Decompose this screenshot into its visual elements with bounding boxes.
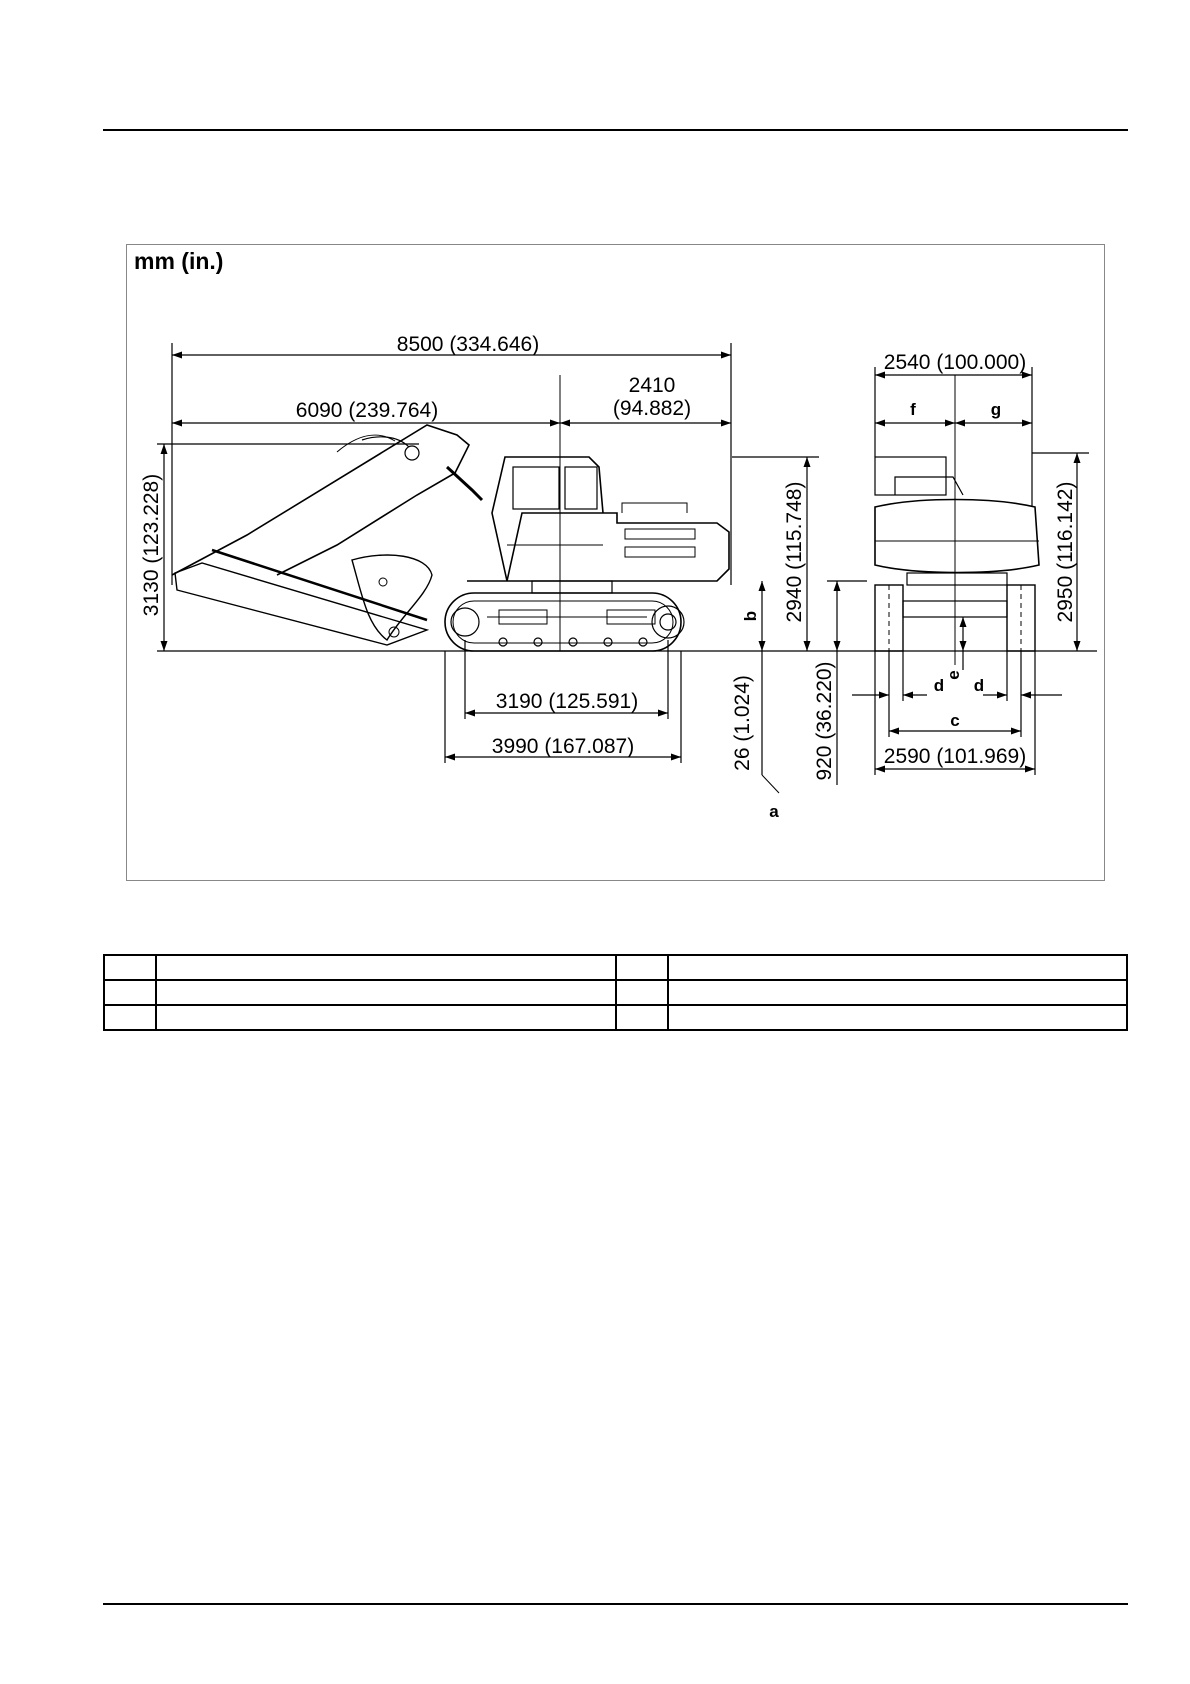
legend-key: [104, 1005, 156, 1030]
legend-key: [104, 955, 156, 980]
excavator-side-view: [172, 425, 729, 651]
unit-label: mm (in.): [134, 248, 224, 274]
legend-key: [616, 1005, 668, 1030]
dim-track-on-ground: 3190 (125.591): [495, 690, 639, 713]
label-f: f: [910, 400, 916, 419]
legend-desc: [668, 1005, 1127, 1030]
dim-track-length: 3990 (167.087): [491, 735, 635, 758]
legend-table: [103, 954, 1128, 1031]
label-e: e: [944, 670, 963, 680]
legend-desc: [156, 980, 616, 1005]
legend-desc: [156, 1005, 616, 1030]
dim-overall-width: 2590 (101.969): [883, 745, 1027, 768]
label-a: a: [769, 802, 779, 821]
dim-front-length: 6090 (239.764): [295, 399, 439, 422]
excavator-rear-view: [875, 457, 1039, 651]
dim-ground-clearance: 26 (1.024): [731, 675, 754, 771]
label-d-right: d: [973, 676, 985, 695]
legend-key: [104, 980, 156, 1005]
legend-key: [616, 980, 668, 1005]
legend-row: [104, 1005, 1127, 1030]
legend-key: [616, 955, 668, 980]
dim-overall-height: 3130 (123.228): [140, 473, 163, 617]
legend-desc: [156, 955, 616, 980]
dim-rear-length-line2: (94.882): [612, 397, 692, 420]
legend-desc: [668, 955, 1127, 980]
track-outline: [445, 593, 681, 651]
footer-rule: [103, 1603, 1128, 1605]
dim-counterweight-clearance: 920 (36.220): [813, 661, 836, 781]
label-c: c: [950, 711, 960, 730]
dimension-figure: [126, 244, 1105, 881]
dim-rear-length-line1: 2410: [628, 374, 676, 397]
legend-row: [104, 955, 1127, 980]
label-d-left: d: [933, 676, 945, 695]
legend-row: [104, 980, 1127, 1005]
dim-upper-width: 2540 (100.000): [883, 351, 1027, 374]
dim-overall-length: 8500 (334.646): [396, 333, 540, 356]
excavator-drawing: [127, 245, 1106, 882]
dim-cab-height: 2940 (115.748): [783, 481, 806, 623]
header-rule: [103, 129, 1128, 131]
legend-desc: [668, 980, 1127, 1005]
dim-rear-overall-height: 2950 (116.142): [1054, 481, 1077, 623]
label-g: g: [990, 400, 1002, 419]
label-b: b: [741, 610, 760, 622]
